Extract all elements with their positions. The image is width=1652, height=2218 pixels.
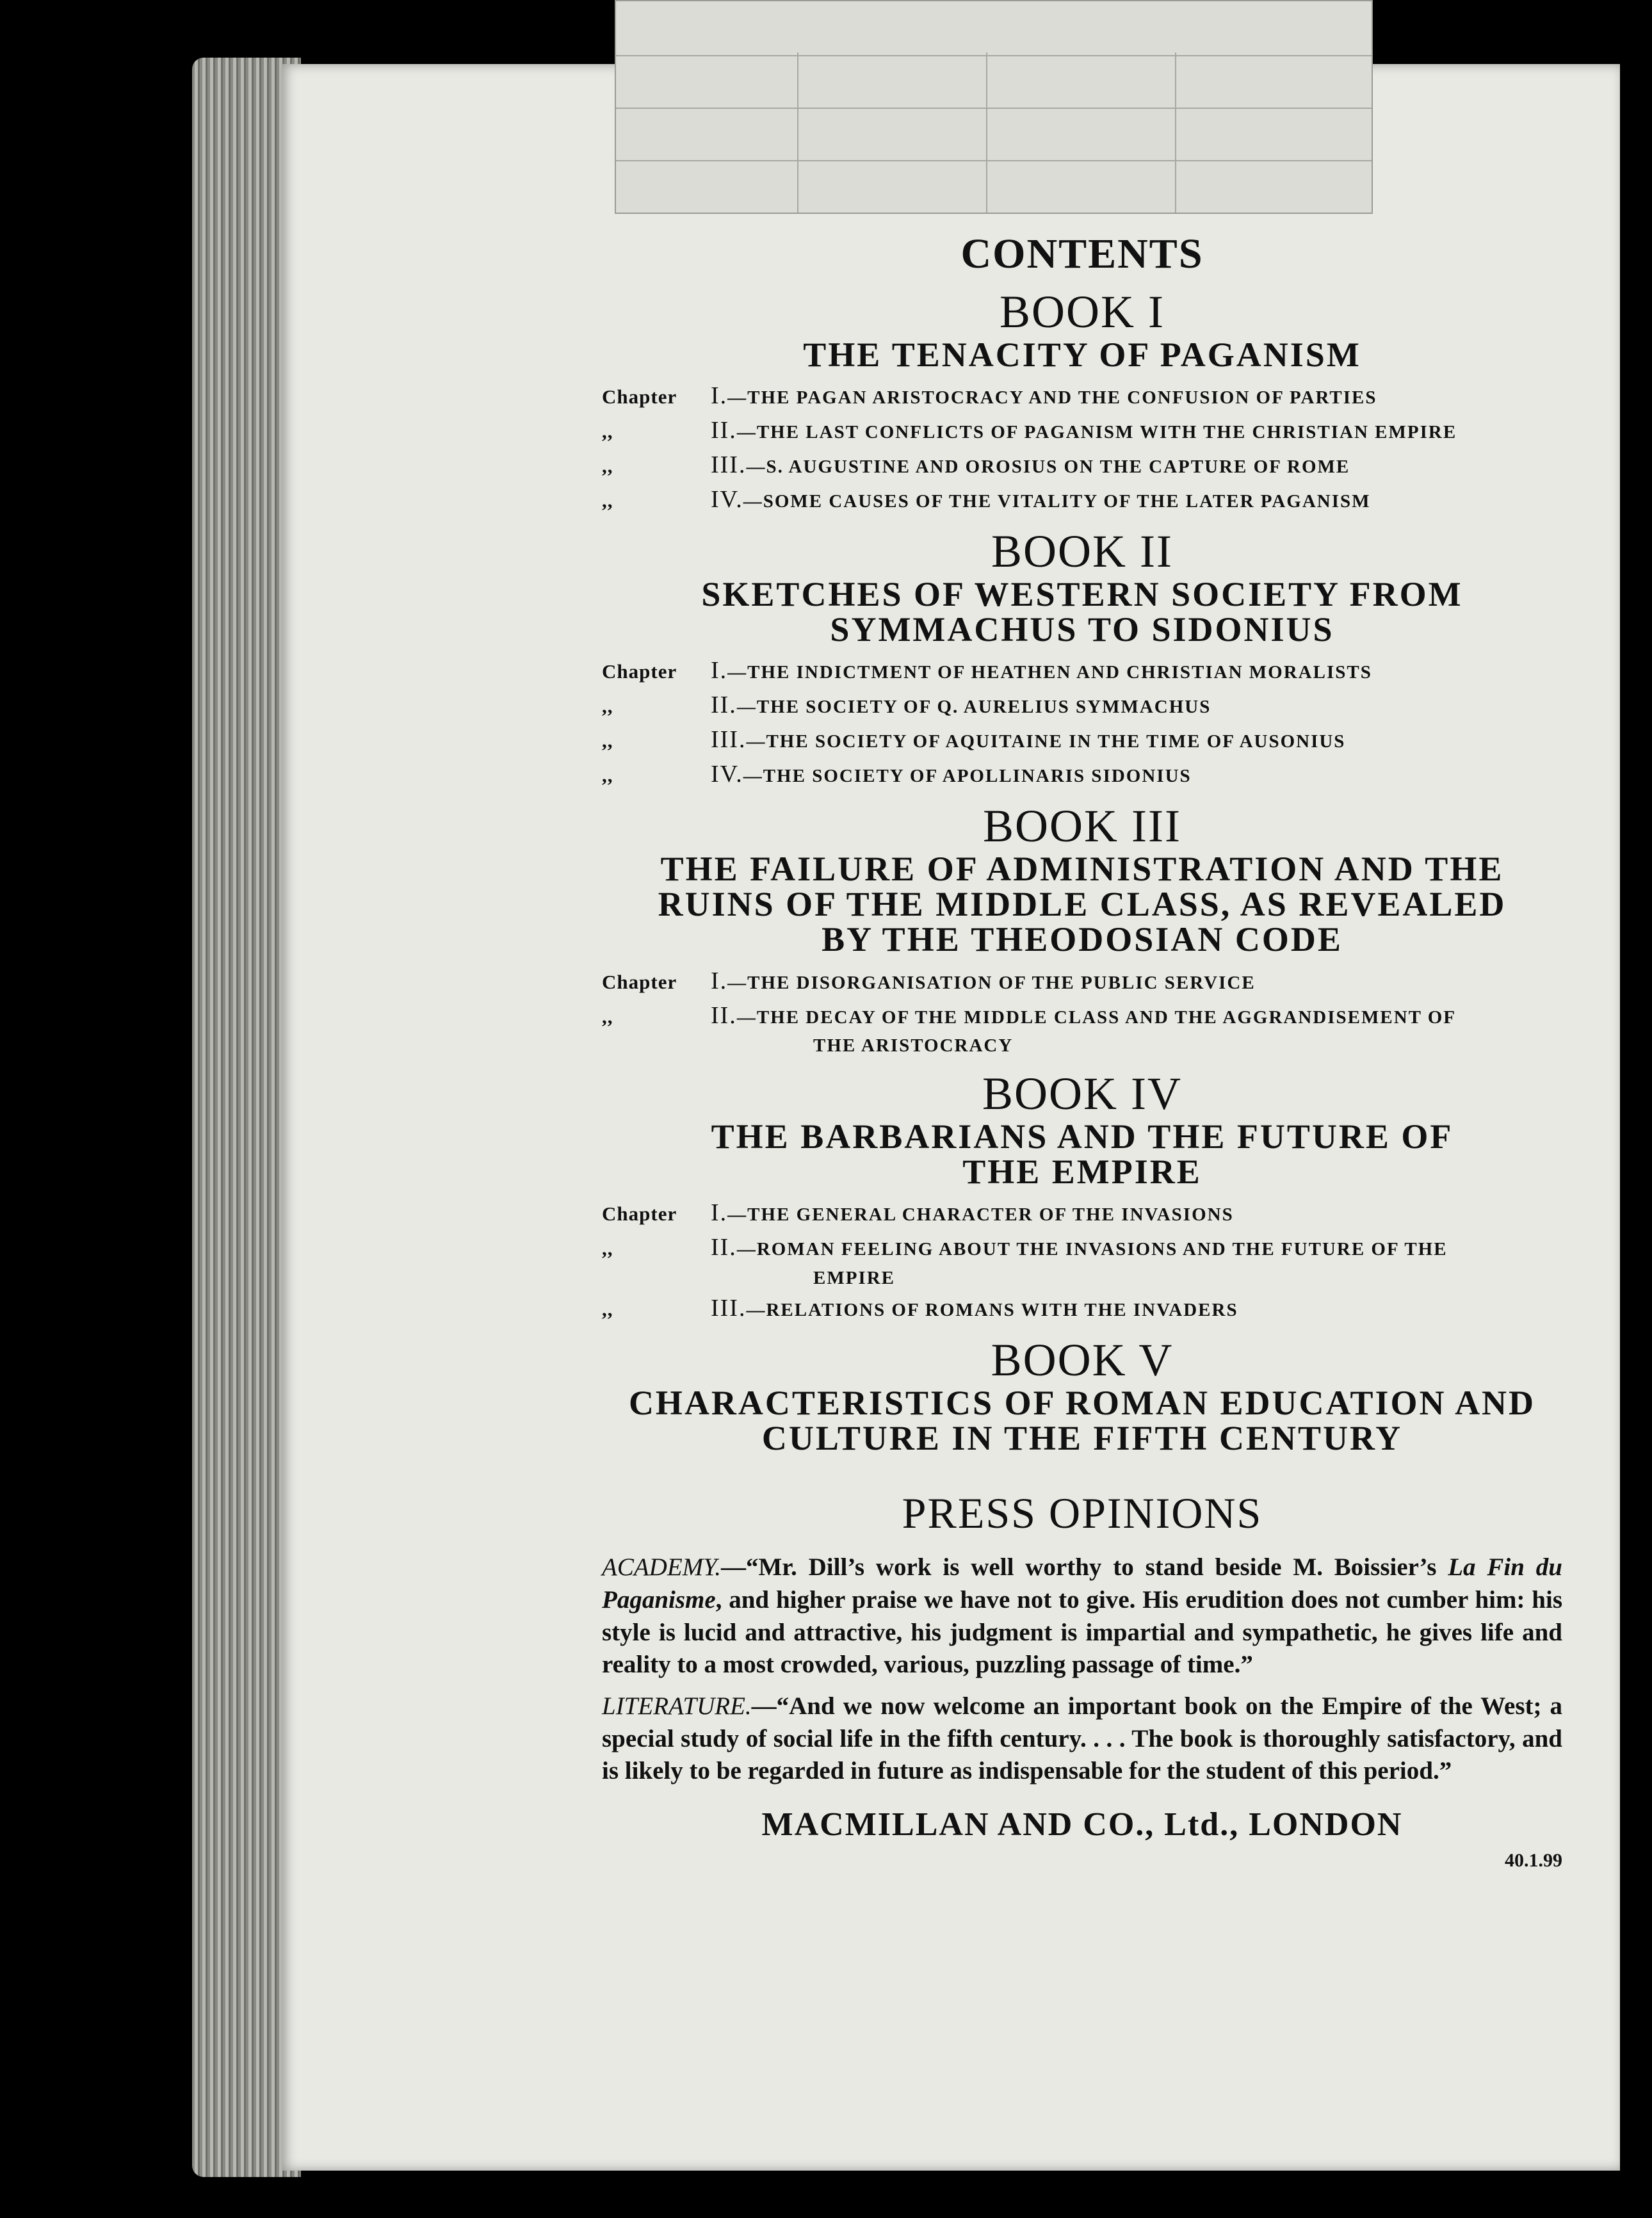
- chapter-entry: [602, 999, 1562, 1033]
- quote-text: —“And we now welcome an important book on the Empire of the West; a special study of social life in the fifth century. . . . The book is thoroughly satisfactory, and is likely to be regarded in future as indispensable for the student of this period.”: [602, 1692, 1562, 1785]
- chapter-title-continued: THE ARISTOCRACY: [813, 1035, 1014, 1056]
- book-section: [602, 1335, 1562, 1456]
- contents-title: CONTENTS: [960, 231, 1204, 277]
- chapter-title: —THE SOCIETY OF AQUITAINE IN THE TIME OF AUSONIUS: [746, 731, 1346, 752]
- chapter-title: —THE LAST CONFLICTS OF PAGANISM WITH THE CHRISTIAN EMPIRE: [736, 422, 1457, 443]
- book-label: BOOK II: [991, 525, 1173, 577]
- chapter-entry: [602, 379, 1562, 414]
- chapter-prefix: ,,: [602, 1236, 613, 1259]
- chapter-prefix: Chapter: [602, 970, 677, 993]
- chapter-title: —ROMAN FEELING ABOUT THE INVASIONS AND THE FUTURE OF THE: [736, 1238, 1448, 1259]
- press-quote: [602, 1551, 1562, 1681]
- library-tab: [615, 0, 1373, 214]
- chapter-title: —THE PAGAN ARISTOCRACY AND THE CONFUSION OF PARTIES: [727, 387, 1377, 409]
- chapter-prefix: Chapter: [602, 660, 677, 683]
- book-title-line: THE TENACITY OF PAGANISM: [803, 336, 1361, 375]
- chapter-number: II.: [711, 417, 737, 444]
- press-quotes: [602, 1551, 1562, 1788]
- chapter-entry: [602, 448, 1562, 483]
- book-label: BOOK IV: [982, 1067, 1182, 1119]
- chapter-entry: [602, 414, 1562, 448]
- chapter-title: —RELATIONS OF ROMANS WITH THE INVADERS: [746, 1300, 1238, 1321]
- chapter-entry: [602, 1196, 1562, 1231]
- chapter-title: —THE INDICTMENT OF HEATHEN AND CHRISTIAN MORALISTS: [727, 662, 1372, 683]
- chapter-entry: [602, 688, 1562, 723]
- chapter-number: I.: [711, 382, 728, 410]
- chapter-title: —THE GENERAL CHARACTER OF THE INVASIONS: [727, 1204, 1234, 1225]
- chapter-entry: [602, 1291, 1562, 1326]
- tab-grid: [616, 53, 1372, 213]
- chapter-entry: [602, 654, 1562, 688]
- contents-page: [602, 231, 1562, 1872]
- chapter-prefix: Chapter: [602, 1202, 677, 1225]
- chapter-number: III.: [711, 1295, 747, 1322]
- quote-text: —“Mr. Dill’s work is well worthy to stand beside M. Boissier’s: [721, 1553, 1448, 1582]
- chapter-prefix: ,,: [602, 764, 613, 787]
- chapter-entry: [602, 483, 1562, 517]
- chapter-title: —S. AUGUSTINE AND OROSIUS ON THE CAPTURE OF ROME: [746, 457, 1350, 478]
- quote-text-cont: , and higher praise we have not to give. His erudition does not cumber him: his style is lucid and attractive, his judgment is impartial and sympathetic, he gives life and reality to a most crowded, various, puzzling passage of time.”: [602, 1586, 1562, 1679]
- chapter-entry: [602, 1231, 1562, 1265]
- book-title-line: SYMMACHUS TO SIDONIUS: [830, 610, 1334, 649]
- chapter-number: I.: [711, 657, 728, 684]
- chapter-prefix: ,,: [602, 455, 613, 478]
- press-title: PRESS OPINIONS: [902, 1489, 1263, 1538]
- catalog-code: 40.1.99: [1505, 1850, 1562, 1872]
- quote-italic-title: La Fin du Paganisme: [602, 1553, 1562, 1614]
- book-title-line: RUINS OF THE MIDDLE CLASS, AS REVEALED: [658, 885, 1507, 924]
- book-label: BOOK I: [1000, 286, 1165, 337]
- chapter-number: II.: [711, 692, 737, 719]
- quote-source: ACADEMY.: [602, 1553, 721, 1582]
- chapter-title: —THE SOCIETY OF Q. AURELIUS SYMMACHUS: [736, 697, 1211, 718]
- chapter-number: IV.: [711, 761, 743, 788]
- chapter-number: I.: [711, 967, 728, 994]
- book-title-line: THE BARBARIANS AND THE FUTURE OF: [711, 1117, 1454, 1156]
- book-title-line: CHARACTERISTICS OF ROMAN EDUCATION AND: [628, 1384, 1536, 1423]
- chapter-number: I.: [711, 1199, 728, 1226]
- chapter-prefix: ,,: [602, 1298, 613, 1321]
- book-title-line: THE FAILURE OF ADMINISTRATION AND THE: [660, 850, 1504, 889]
- chapter-prefix: Chapter: [602, 385, 677, 409]
- chapter-number: III.: [711, 451, 747, 479]
- chapter-number: II.: [711, 1233, 737, 1261]
- book-section: [602, 801, 1562, 1060]
- publisher: MACMILLAN AND CO., Ltd., LONDON: [761, 1806, 1403, 1843]
- chapter-number: IV.: [711, 486, 743, 514]
- book-label: BOOK III: [983, 800, 1181, 852]
- chapter-entry: [602, 964, 1562, 999]
- book-section: [602, 287, 1562, 517]
- book-section: [602, 1069, 1562, 1326]
- quote-source: LITERATURE.: [602, 1692, 752, 1720]
- chapter-title: —THE SOCIETY OF APOLLINARIS SIDONIUS: [743, 766, 1192, 787]
- chapter-prefix: ,,: [602, 695, 613, 718]
- chapter-number: II.: [711, 1001, 737, 1029]
- chapter-title: —THE DISORGANISATION OF THE PUBLIC SERVICE: [727, 972, 1256, 993]
- book-title-line: SKETCHES OF WESTERN SOCIETY FROM: [701, 575, 1463, 614]
- chapter-title: —SOME CAUSES OF THE VITALITY OF THE LATER PAGANISM: [743, 491, 1371, 512]
- book-title-line: BY THE THEODOSIAN CODE: [822, 920, 1343, 959]
- book-section: [602, 526, 1562, 792]
- book-label: BOOK V: [991, 1334, 1174, 1386]
- chapter-prefix: ,,: [602, 1005, 613, 1028]
- chapter-title-continued: EMPIRE: [813, 1267, 895, 1288]
- chapter-prefix: ,,: [602, 420, 613, 443]
- chapter-prefix: ,,: [602, 489, 613, 512]
- chapter-title: —THE DECAY OF THE MIDDLE CLASS AND THE AGGRANDISEMENT OF: [736, 1007, 1456, 1028]
- chapter-prefix: ,,: [602, 729, 613, 752]
- chapter-entry: [602, 757, 1562, 792]
- chapter-number: III.: [711, 726, 747, 754]
- books-list: [602, 287, 1562, 1456]
- book-title-line: THE EMPIRE: [962, 1152, 1202, 1191]
- book-title-line: CULTURE IN THE FIFTH CENTURY: [761, 1419, 1403, 1458]
- press-quote: [602, 1690, 1562, 1788]
- chapter-entry: [602, 723, 1562, 757]
